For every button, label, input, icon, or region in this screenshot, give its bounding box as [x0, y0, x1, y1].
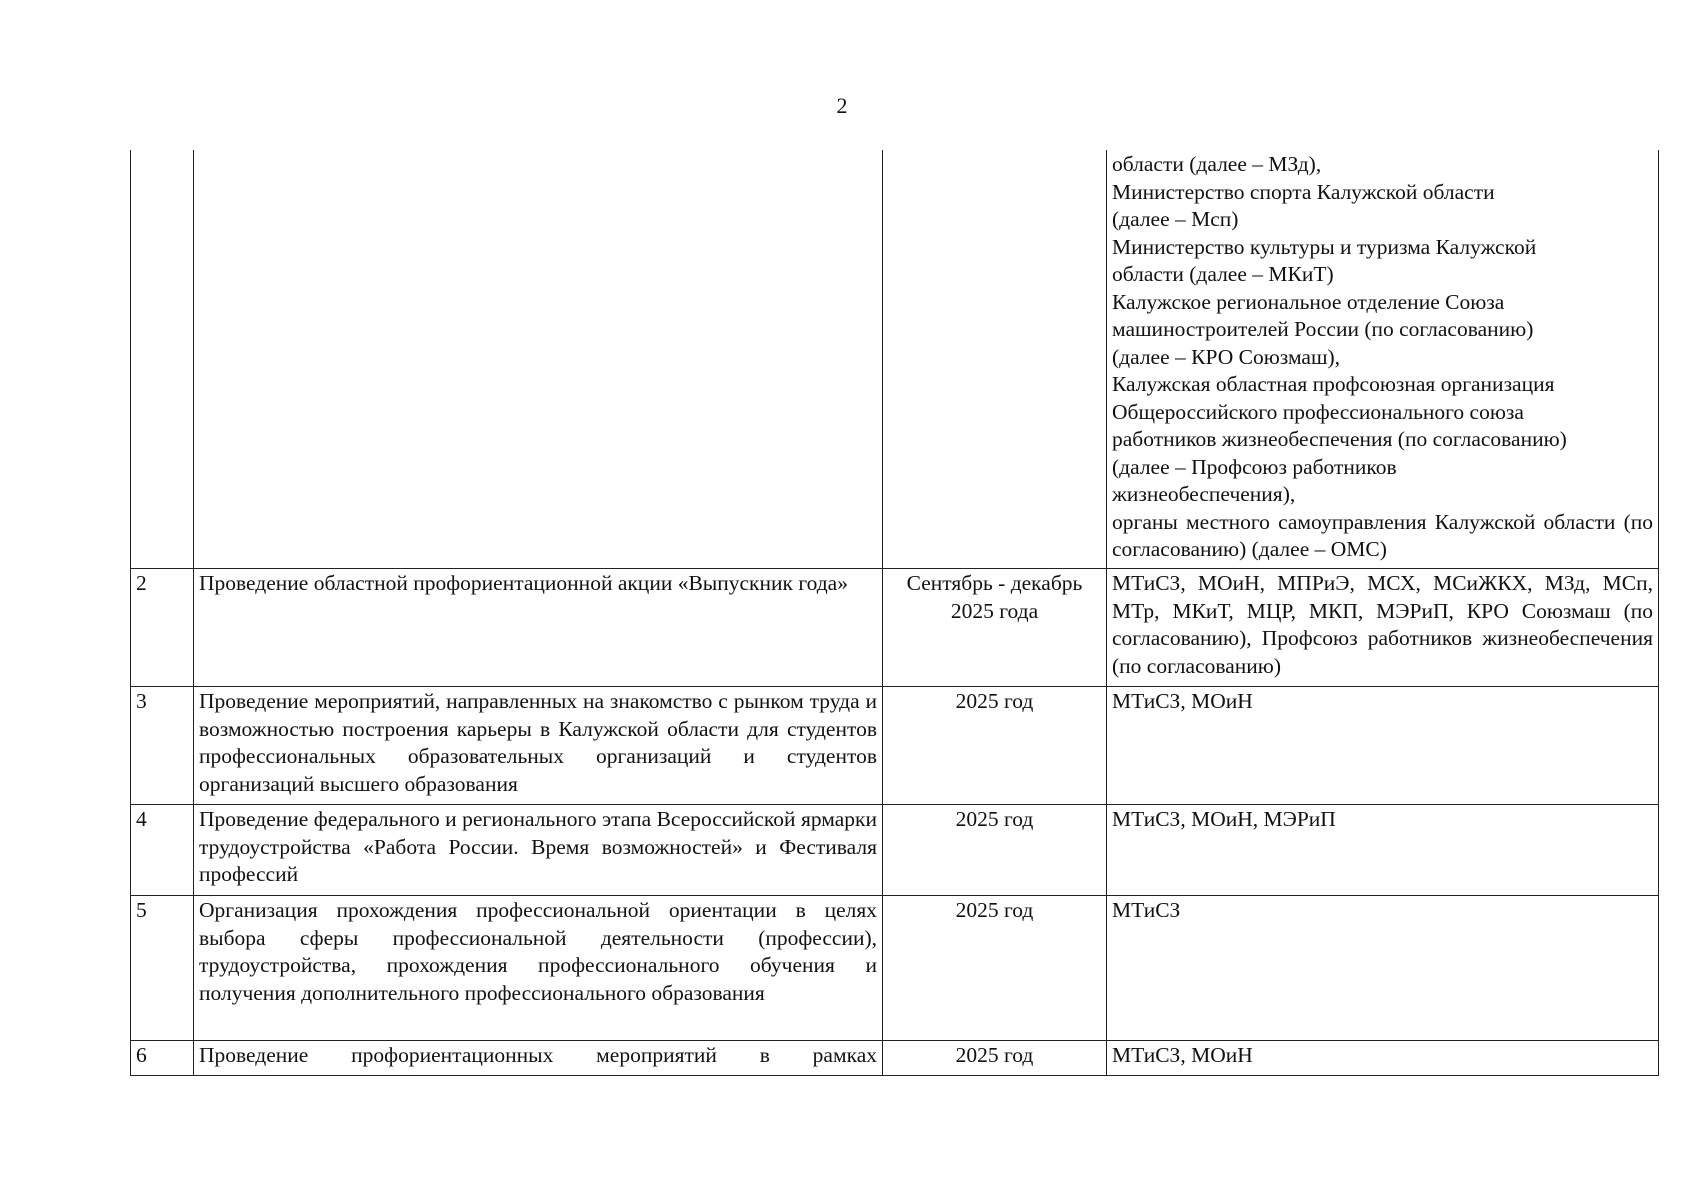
responsible-line: (далее – КРО Союзмаш), — [1112, 344, 1341, 369]
row-number-cell: 5 — [131, 896, 194, 1041]
responsible-cell: МТиСЗ, МОиН, МЭРиП — [1107, 805, 1659, 896]
responsible-line: (далее – Мсп) — [1112, 207, 1239, 231]
responsible-line: жизнеобеспечения), — [1112, 482, 1296, 506]
term-cell — [883, 150, 1107, 569]
term-cell: Сентябрь - декабрь 2025 года — [883, 569, 1107, 687]
events-table — [130, 150, 1659, 1076]
event-cell: Проведение федерального и регионального этапа Всероссийской ярмарки трудоустройства «Работа России. Время возможностей» и Фестиваля профессий — [194, 805, 883, 896]
table-row — [131, 896, 1659, 1041]
page-number: 2 — [836, 93, 848, 118]
event-cell: Проведение профориентационных мероприятий в рамках — [194, 1041, 883, 1076]
responsible-line: Калужская областная профсоюзная организация — [1112, 372, 1555, 396]
responsible-cell: МТиСЗ — [1107, 896, 1659, 1041]
responsible-line: органы местного самоуправления Калужской области (по согласованию) (далее – ОМС) — [1112, 509, 1653, 561]
table-row — [131, 569, 1659, 687]
row-number-cell: 3 — [131, 687, 194, 805]
responsible-line: машиностроителей России (по согласованию) — [1112, 317, 1534, 341]
responsible-line: Министерство спорта Калужской области — [1112, 179, 1495, 204]
event-cell: Проведение мероприятий, направленных на знакомство с рынком труда и возможностью построения карьеры в Калужской области для студентов профессиональных образовательных организаций и студентов организаций высшего образования — [194, 687, 883, 805]
term-cell: 2025 год — [883, 896, 1107, 1041]
term-cell: 2025 год — [883, 687, 1107, 805]
term-cell: 2025 год — [883, 805, 1107, 896]
responsible-cell: МТиСЗ, МОиН — [1107, 1041, 1659, 1076]
row-number-cell: 6 — [131, 1041, 194, 1076]
responsible-cell: МТиСЗ, МОиН, МПРиЭ, МСХ, МСиЖКХ, МЗд, МСп, МТр, МКиТ, МЦР, МКП, МЭРиП, КРО Союзмаш (по согласованию), Профсоюз работников жизнеобеспечения (по согласованию) — [1107, 569, 1659, 687]
responsible-line: области (далее – МЗд), — [1112, 152, 1322, 176]
event-cell: Проведение областной профориентационной акции «Выпускник года» — [194, 569, 883, 687]
responsible-line: (далее – Профсоюз работников — [1112, 454, 1397, 479]
table-row — [131, 1041, 1659, 1076]
responsible-line: работников жизнеобеспечения (по согласованию) — [1112, 427, 1567, 451]
event-cell: Организация прохождения профессиональной ориентации в целях выбора сферы профессиональной деятельности (профессии), трудоустройства, прохождения профессионального обучения и получения дополнительного профессионального образования — [194, 896, 883, 1041]
row-number-cell: 4 — [131, 805, 194, 896]
table-row-continuation — [131, 150, 1659, 569]
event-cell — [194, 150, 883, 569]
responsible-line: Общероссийского профессионального союза — [1112, 399, 1524, 424]
responsible-line: Калужское региональное отделение Союза — [1112, 289, 1505, 314]
responsible-line: Министерство культуры и туризма Калужской — [1112, 234, 1537, 259]
row-number-cell — [131, 150, 194, 569]
term-cell: 2025 год — [883, 1041, 1107, 1076]
table-row — [131, 805, 1659, 896]
table-row — [131, 687, 1659, 805]
row-number-cell: 2 — [131, 569, 194, 687]
responsible-cell: МТиСЗ, МОиН — [1107, 687, 1659, 805]
responsible-line: области (далее – МКиТ) — [1112, 262, 1334, 286]
responsible-cell — [1107, 150, 1659, 569]
